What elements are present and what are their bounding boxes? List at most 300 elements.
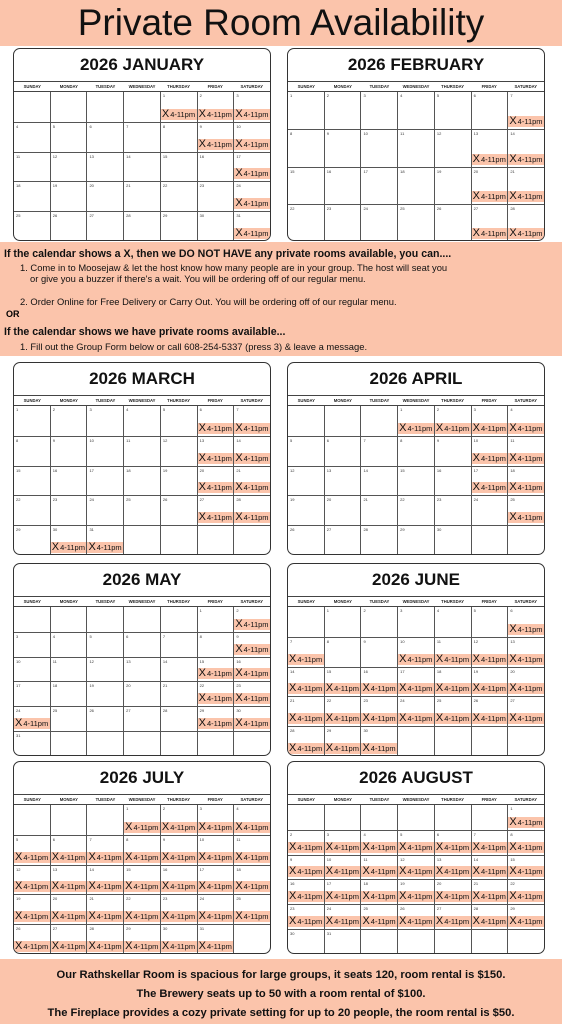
calendar-day [471,727,508,756]
x-mark-icon: X [399,422,407,434]
reserved-time: 4-11pm [517,191,543,201]
calendar-week [288,637,544,667]
x-mark-icon: X [235,618,243,630]
x-mark-icon: X [472,422,480,434]
day-number: 31 [236,213,241,219]
calendar-day [197,895,234,924]
calendar-day [324,697,361,726]
day-number: 19 [16,896,21,902]
day-number: 11 [126,437,131,443]
reserved-badge [198,911,234,922]
day-number: 13 [510,638,515,644]
calendar-day [123,467,160,496]
day-number: 2 [199,93,202,98]
day-number: 7 [290,638,293,644]
reserved-badge [472,154,508,165]
weekday-label: MONDAY [59,398,78,403]
weekday-label: SATURDAY [240,84,264,89]
reserved-badge [325,683,361,694]
calendar-day [471,437,508,466]
day-number: 19 [89,683,94,689]
day-number: 16 [199,153,205,159]
x-mark-icon: X [435,891,444,903]
weekday-label: THURSDAY [167,84,191,89]
day-number: 4 [436,608,440,613]
calendar-day [14,633,50,657]
calendar-day [324,880,361,904]
day-number: 16 [236,658,241,664]
x-mark-icon: X [198,668,206,680]
calendar-day [86,895,123,924]
day-number: 9 [326,131,329,137]
reserved-badge [14,911,50,922]
reserved-badge [325,713,361,724]
calendar-day [324,668,361,697]
calendar-day [86,406,123,436]
reserved-time: 4-11pm [334,684,359,694]
calendar-day [86,123,123,152]
day-number: 16 [326,168,332,174]
reserved-time: 4-11pm [243,669,269,679]
day-number: 10 [236,123,241,129]
calendar-week [288,696,544,726]
reserved-badge [198,852,234,863]
reserved-time: 4-11pm [334,867,359,877]
calendar-day [14,607,50,632]
reserved-badge [234,168,270,179]
reserved-badge [161,881,197,892]
calendar-day [86,633,123,657]
day-number: 22 [199,683,205,689]
calendar-day [397,668,434,697]
x-mark-icon: X [235,668,243,680]
calendar-day [123,805,160,835]
calendar-day [123,607,160,632]
calendar-day [397,727,434,756]
reserved-time: 4-11pm [23,941,49,951]
x-mark-icon: X [198,138,206,150]
x-mark-icon: X [125,821,133,833]
calendar-day [397,526,434,555]
day-number: 5 [473,608,476,613]
x-mark-icon: X [161,940,170,952]
day-number: 11 [236,836,241,842]
x-mark-icon: X [289,713,297,725]
calendar-august [287,761,545,954]
reserved-badge [508,713,544,724]
x-mark-icon: X [362,683,370,695]
reserved-badge [198,109,234,120]
option-group-form: 1. Fill out the Group Form below or call 608-254-5337 (press 3) & leave a message. [20,341,368,352]
calendar-day [233,437,270,466]
calendar-week [288,525,544,555]
calendar-day [197,607,234,632]
calendar-day [233,732,270,756]
calendar-day [471,168,508,204]
reserved-badge [234,109,270,120]
reserved-badge [288,866,324,877]
calendar-day [123,732,160,756]
calendar-day [324,526,361,555]
day-number: 1 [290,93,293,98]
day-number: 8 [326,638,329,644]
weekday-label: TUESDAY [369,84,390,89]
weekday-label: SATURDAY [514,398,538,403]
calendar-day [471,406,508,436]
reserved-badge [472,228,508,239]
reserved-badge [87,941,123,952]
x-mark-icon: X [435,841,444,853]
x-mark-icon: X [51,541,60,553]
reserved-badge [198,718,234,729]
reserved-badge [435,916,471,927]
calendar-day [288,92,324,129]
calendar-day [360,406,397,436]
weekday-label: MONDAY [59,599,78,604]
calendar-day [86,607,123,632]
weekday-label: THURSDAY [167,398,191,403]
calendar-day [160,836,197,865]
weekday-label: SUNDAY [23,599,41,604]
calendar-day [507,168,544,204]
reserved-badge [508,866,544,877]
day-number: 1 [510,806,513,811]
calendar-day [50,153,87,182]
reserved-badge [198,941,234,952]
x-mark-icon: X [472,153,480,165]
reserved-time: 4-11pm [243,483,269,493]
weekday-label: SUNDAY [297,84,315,89]
x-mark-icon: X [235,227,243,239]
calendar-day [471,130,508,166]
calendar-day [434,668,471,697]
reserved-badge [508,482,544,493]
calendar-day [471,880,508,904]
calendar-day [50,467,87,496]
day-number: 6 [510,608,513,613]
reserved-badge [51,941,87,952]
calendar-day [397,168,434,204]
reserved-time: 4-11pm [170,109,196,119]
day-number: 11 [363,856,368,862]
day-number: 21 [162,683,168,689]
day-number: 11 [510,437,515,443]
calendar-day [471,526,508,555]
reserved-badge [435,654,471,665]
reserved-badge [398,891,434,902]
day-number: 20 [510,668,515,674]
day-number: 16 [363,668,368,674]
reserved-badge [398,916,434,927]
day-number: 3 [473,407,476,412]
calendar-day [507,406,544,436]
calendar-grid [288,91,544,240]
calendar-day [360,638,397,667]
calendar-day [288,168,324,204]
reserved-time: 4-11pm [444,684,470,694]
weekday-label: TUESDAY [95,84,116,89]
day-number: 20 [326,497,332,503]
calendar-day [233,682,270,706]
reserved-time: 4-11pm [206,719,232,729]
calendar-day [397,467,434,496]
reserved-badge [234,482,270,493]
day-number: 24 [16,708,21,714]
reserved-time: 4-11pm [297,842,323,852]
reserved-badge [435,891,471,902]
day-number: 2 [436,407,440,412]
calendar-day [434,526,471,555]
x-mark-icon: X [472,482,480,494]
reserved-badge [234,228,270,239]
reserved-time: 4-11pm [243,513,269,523]
x-mark-icon: X [235,718,243,730]
calendar-day [197,526,234,555]
x-mark-icon: X [509,891,517,903]
calendar-day [324,856,361,880]
x-mark-icon: X [509,816,517,828]
calendar-day [471,831,508,855]
calendar-day [288,437,324,466]
day-number: 30 [363,728,368,734]
day-number: 19 [162,467,168,473]
day-number: 10 [326,856,332,862]
reserved-badge [198,423,234,434]
calendar-day [86,707,123,731]
x-mark-icon: X [235,108,243,120]
day-number: 17 [89,467,94,473]
reserved-badge [234,911,270,922]
calendar-day [197,92,234,122]
reserved-time: 4-11pm [517,867,543,877]
day-number: 13 [126,658,131,664]
calendar-day [471,638,508,667]
calendar-day [160,526,197,555]
x-mark-icon: X [399,653,407,665]
reserved-badge [508,916,544,927]
x-mark-icon: X [88,881,96,893]
x-mark-icon: X [362,916,370,928]
calendar-day [434,168,471,204]
reserved-badge [87,911,123,922]
x-mark-icon: X [509,422,517,434]
reserved-time: 4-11pm [370,743,396,753]
x-mark-icon: X [198,108,206,120]
calendar-day [160,707,197,731]
calendar-day [50,496,87,525]
reserved-badge [124,852,160,863]
x-mark-icon: X [509,228,517,239]
day-number: 2 [236,608,239,613]
day-number: 4 [363,831,366,837]
x-mark-icon: X [88,940,96,952]
day-number: 10 [16,658,21,664]
calendar-day [360,805,397,830]
calendar-grid [14,606,270,755]
calendar-day [233,212,270,241]
calendar-day [86,437,123,466]
reserved-time: 4-11pm [23,719,49,729]
weekday-label: THURSDAY [167,599,191,604]
calendar-day [434,437,471,466]
calendar-day [123,633,160,657]
x-mark-icon: X [325,866,334,878]
calendar-day [14,123,50,152]
reserved-time: 4-11pm [206,912,232,922]
calendar-day [86,467,123,496]
weekday-label: SUNDAY [297,599,315,604]
x-mark-icon: X [509,653,517,665]
day-number: 14 [473,856,479,862]
day-number: 21 [126,183,131,189]
calendar-day [197,682,234,706]
reserved-time: 4-11pm [517,817,543,827]
calendar-day [233,496,270,525]
calendar-week [288,929,544,954]
day-number: 4 [236,806,239,811]
x-mark-icon: X [399,841,407,853]
calendar-day [397,205,434,241]
calendar-week [14,122,270,152]
day-number: 10 [363,131,368,137]
calendar-day [50,895,87,924]
calendar-day [160,925,197,954]
reserved-badge [508,228,544,239]
reserved-time: 4-11pm [206,694,232,704]
reserved-badge [198,668,234,679]
day-number: 3 [400,608,403,613]
x-mark-icon: X [289,841,297,853]
x-mark-icon: X [472,190,480,202]
calendar-day [50,437,87,466]
calendar-day [471,205,508,241]
availability-heading: If the calendar shows we have private rooms available... [4,326,286,338]
reserved-time: 4-11pm [133,852,159,862]
reserved-badge [508,654,544,665]
reserved-badge [161,911,197,922]
x-mark-icon: X [15,881,23,893]
calendar-day [324,930,361,954]
day-number: 25 [16,213,21,219]
calendar-day [288,638,324,667]
day-number: 7 [363,437,366,443]
day-number: 29 [162,213,168,219]
reserved-badge [234,822,270,833]
calendar-week [288,667,544,697]
reserved-time: 4-11pm [60,852,85,862]
reserved-time: 4-11pm [407,917,433,927]
no-availability-heading: If the calendar shows a X, then we DO NOT HAVE any private rooms available, you can.... [4,248,452,260]
reserved-time: 4-11pm [407,892,433,902]
weekday-label: SUNDAY [23,84,41,89]
calendar-day [360,205,397,241]
reserved-time: 4-11pm [517,154,543,164]
day-number: 29 [199,708,205,714]
calendar-day [14,925,50,954]
calendar-day [397,880,434,904]
reserved-time: 4-11pm [206,852,232,862]
reserved-badge [325,743,361,754]
reserved-time: 4-11pm [206,139,232,149]
reserved-badge [288,891,324,902]
day-number: 9 [236,633,239,639]
day-number: 13 [326,467,332,473]
calendar-day [288,467,324,496]
day-number: 30 [162,926,168,932]
reserved-badge [161,852,197,863]
calendar-day [397,805,434,830]
day-number: 22 [126,896,131,902]
reserved-time: 4-11pm [517,117,543,127]
day-number: 21 [363,497,368,503]
day-number: 22 [16,497,21,503]
reserved-badge [198,482,234,493]
x-mark-icon: X [235,851,243,863]
day-number: 8 [162,123,166,129]
day-number: 15 [162,153,168,159]
calendar-day [160,732,197,756]
weekday-label: FRIDAY [481,398,497,403]
calendar-day [233,866,270,895]
calendar-day [50,707,87,731]
weekday-label: FRIDAY [207,84,223,89]
day-number: 28 [162,708,168,714]
reserved-badge [51,852,87,863]
calendar-day [324,496,361,525]
day-number: 2 [162,806,166,811]
calendar-june [287,563,545,756]
calendar-day [507,638,544,667]
calendar-day [434,638,471,667]
calendar-week [14,152,270,182]
day-number: 13 [436,856,442,862]
calendar-day [14,153,50,182]
calendar-grid [288,606,544,755]
calendar-day [507,880,544,904]
reserved-time: 4-11pm [243,852,269,862]
weekday-label: TUESDAY [369,797,390,802]
calendar-week [288,607,544,637]
calendar-day [434,880,471,904]
day-number: 11 [436,638,442,644]
day-number: 19 [473,668,479,674]
weekday-label: SATURDAY [240,797,264,802]
reserved-badge [198,512,234,523]
day-number: 12 [16,866,21,872]
x-mark-icon: X [472,452,480,464]
weekday-label: WEDNESDAY [128,797,156,802]
calendar-day [360,526,397,555]
calendar-day [123,496,160,525]
x-mark-icon: X [88,911,96,923]
x-mark-icon: X [289,916,297,928]
day-number: 21 [89,896,94,902]
reserved-time: 4-11pm [480,892,506,902]
day-number: 19 [436,168,442,174]
calendar-day [160,153,197,182]
calendar-day [14,866,50,895]
reserved-badge [508,683,544,694]
day-number: 18 [52,683,58,689]
calendar-day [288,697,324,726]
x-mark-icon: X [198,911,206,923]
day-number: 29 [326,728,332,734]
weekday-label: FRIDAY [481,84,497,89]
reserved-badge [234,423,270,434]
day-number: 20 [199,467,205,473]
calendar-day [233,805,270,835]
reserved-badge [234,619,270,630]
